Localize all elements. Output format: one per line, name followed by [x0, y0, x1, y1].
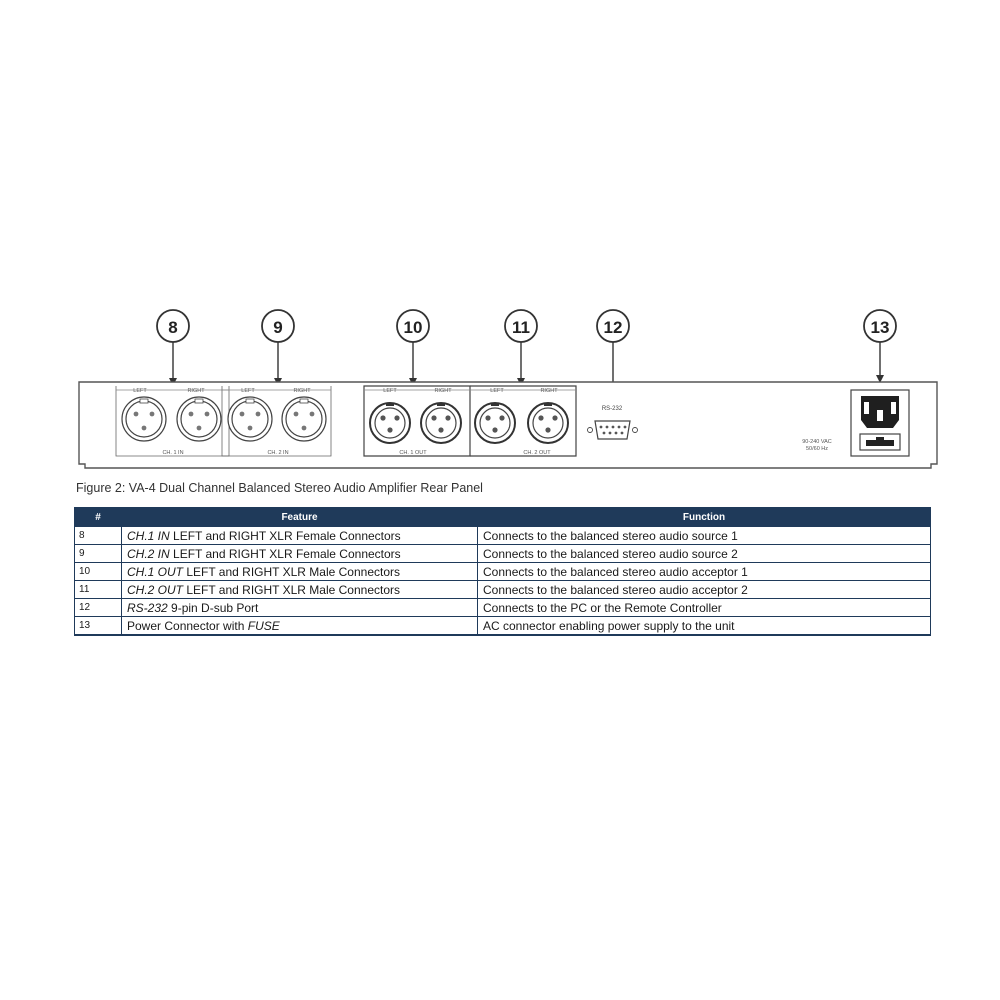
callout-10 [397, 310, 429, 386]
power-voltage-label: 90-240 VAC [802, 439, 832, 445]
callout-13 [864, 310, 896, 383]
ch2-out-left-label: LEFT [490, 388, 504, 394]
row-number: 13 [75, 617, 122, 636]
power-connector [851, 390, 909, 456]
rear-panel-drawing [0, 0, 1000, 480]
feature-text: LEFT and RIGHT XLR Male Connectors [183, 582, 400, 597]
dsub-icon [595, 421, 630, 439]
xlr-female-icon [282, 397, 326, 441]
callout-8 [157, 310, 189, 386]
row-number: 10 [75, 563, 122, 581]
xlr-male-icon [475, 403, 515, 443]
ch2-out-label: CH. 2 OUT [523, 450, 551, 456]
feature-text: Power Connector with [127, 618, 248, 633]
callout-10-label: 10 [403, 318, 423, 337]
figure-caption: Figure 2: VA-4 Dual Channel Balanced Stereo Audio Amplifier Rear Panel [76, 481, 483, 495]
ch2-in-right-label: RIGHT [293, 388, 311, 394]
ch2-out-right-label: RIGHT [540, 388, 558, 394]
feature-table [74, 507, 931, 636]
ch1-in-label: CH. 1 IN [162, 450, 184, 456]
row-function: Connects to the balanced stereo audio source 1 [478, 527, 931, 545]
feature-emphasis: CH.2 IN [127, 546, 170, 561]
rs232-label: RS-232 [601, 406, 623, 412]
table-row [75, 527, 931, 545]
ch1-out-left-label: LEFT [383, 388, 397, 394]
row-feature [122, 527, 478, 545]
row-number: 11 [75, 581, 122, 599]
feature-text: 9-pin D-sub Port [167, 600, 259, 615]
table-row [75, 545, 931, 563]
table-row [75, 599, 931, 617]
ch1-out-right-label: RIGHT [434, 388, 452, 394]
table-row [75, 563, 931, 581]
feature-text: LEFT and RIGHT XLR Male Connectors [183, 564, 400, 579]
xlr-male-icon [528, 403, 568, 443]
column-header-number: # [75, 508, 122, 527]
row-function: Connects to the PC or the Remote Controller [478, 599, 931, 617]
power-frequency-label: 50/60 Hz [805, 446, 829, 452]
feature-emphasis: FUSE [247, 618, 280, 633]
table-row [75, 581, 931, 599]
feature-text: LEFT and RIGHT XLR Female Connectors [169, 546, 401, 561]
row-function: Connects to the balanced stereo audio source 2 [478, 545, 931, 563]
column-header-function: Function [478, 508, 931, 527]
row-function: Connects to the balanced stereo audio acceptor 1 [478, 563, 931, 581]
row-feature [122, 563, 478, 581]
xlr-female-icon [177, 397, 221, 441]
table-row [75, 617, 931, 636]
xlr-male-icon [370, 403, 410, 443]
callout-9 [262, 310, 294, 386]
row-number: 8 [75, 527, 122, 545]
row-feature [122, 617, 478, 636]
feature-emphasis: CH.1 OUT [127, 564, 184, 579]
callout-11 [505, 310, 537, 386]
xlr-female-icon [228, 397, 272, 441]
callout-12-label: 12 [603, 318, 623, 337]
callout-11-label: 11 [512, 318, 530, 337]
column-header-feature: Feature [122, 508, 478, 527]
rear-panel-figure [0, 0, 1000, 480]
ch1-in-left-label: LEFT [133, 388, 147, 394]
row-function: AC connector enabling power supply to the unit [478, 617, 931, 636]
table-header-row [75, 508, 931, 527]
ch1-in-right-label: RIGHT [187, 388, 205, 394]
feature-emphasis: CH.1 IN [127, 528, 170, 543]
row-number: 12 [75, 599, 122, 617]
feature-emphasis: CH.2 OUT [127, 582, 184, 597]
row-function: Connects to the balanced stereo audio acceptor 2 [478, 581, 931, 599]
callout-8-label: 8 [168, 318, 178, 337]
row-feature [122, 581, 478, 599]
xlr-male-icon [421, 403, 461, 443]
xlr-female-icon [122, 397, 166, 441]
feature-emphasis: RS-232 [127, 600, 168, 615]
row-feature [122, 545, 478, 563]
ch1-out-label: CH. 1 OUT [399, 450, 427, 456]
ch2-in-left-label: LEFT [241, 388, 255, 394]
callout-9-label: 9 [273, 318, 283, 337]
callout-13-label: 13 [870, 318, 890, 337]
ch2-in-label: CH. 2 IN [267, 450, 289, 456]
row-number: 9 [75, 545, 122, 563]
feature-text: LEFT and RIGHT XLR Female Connectors [169, 528, 401, 543]
row-feature [122, 599, 478, 617]
